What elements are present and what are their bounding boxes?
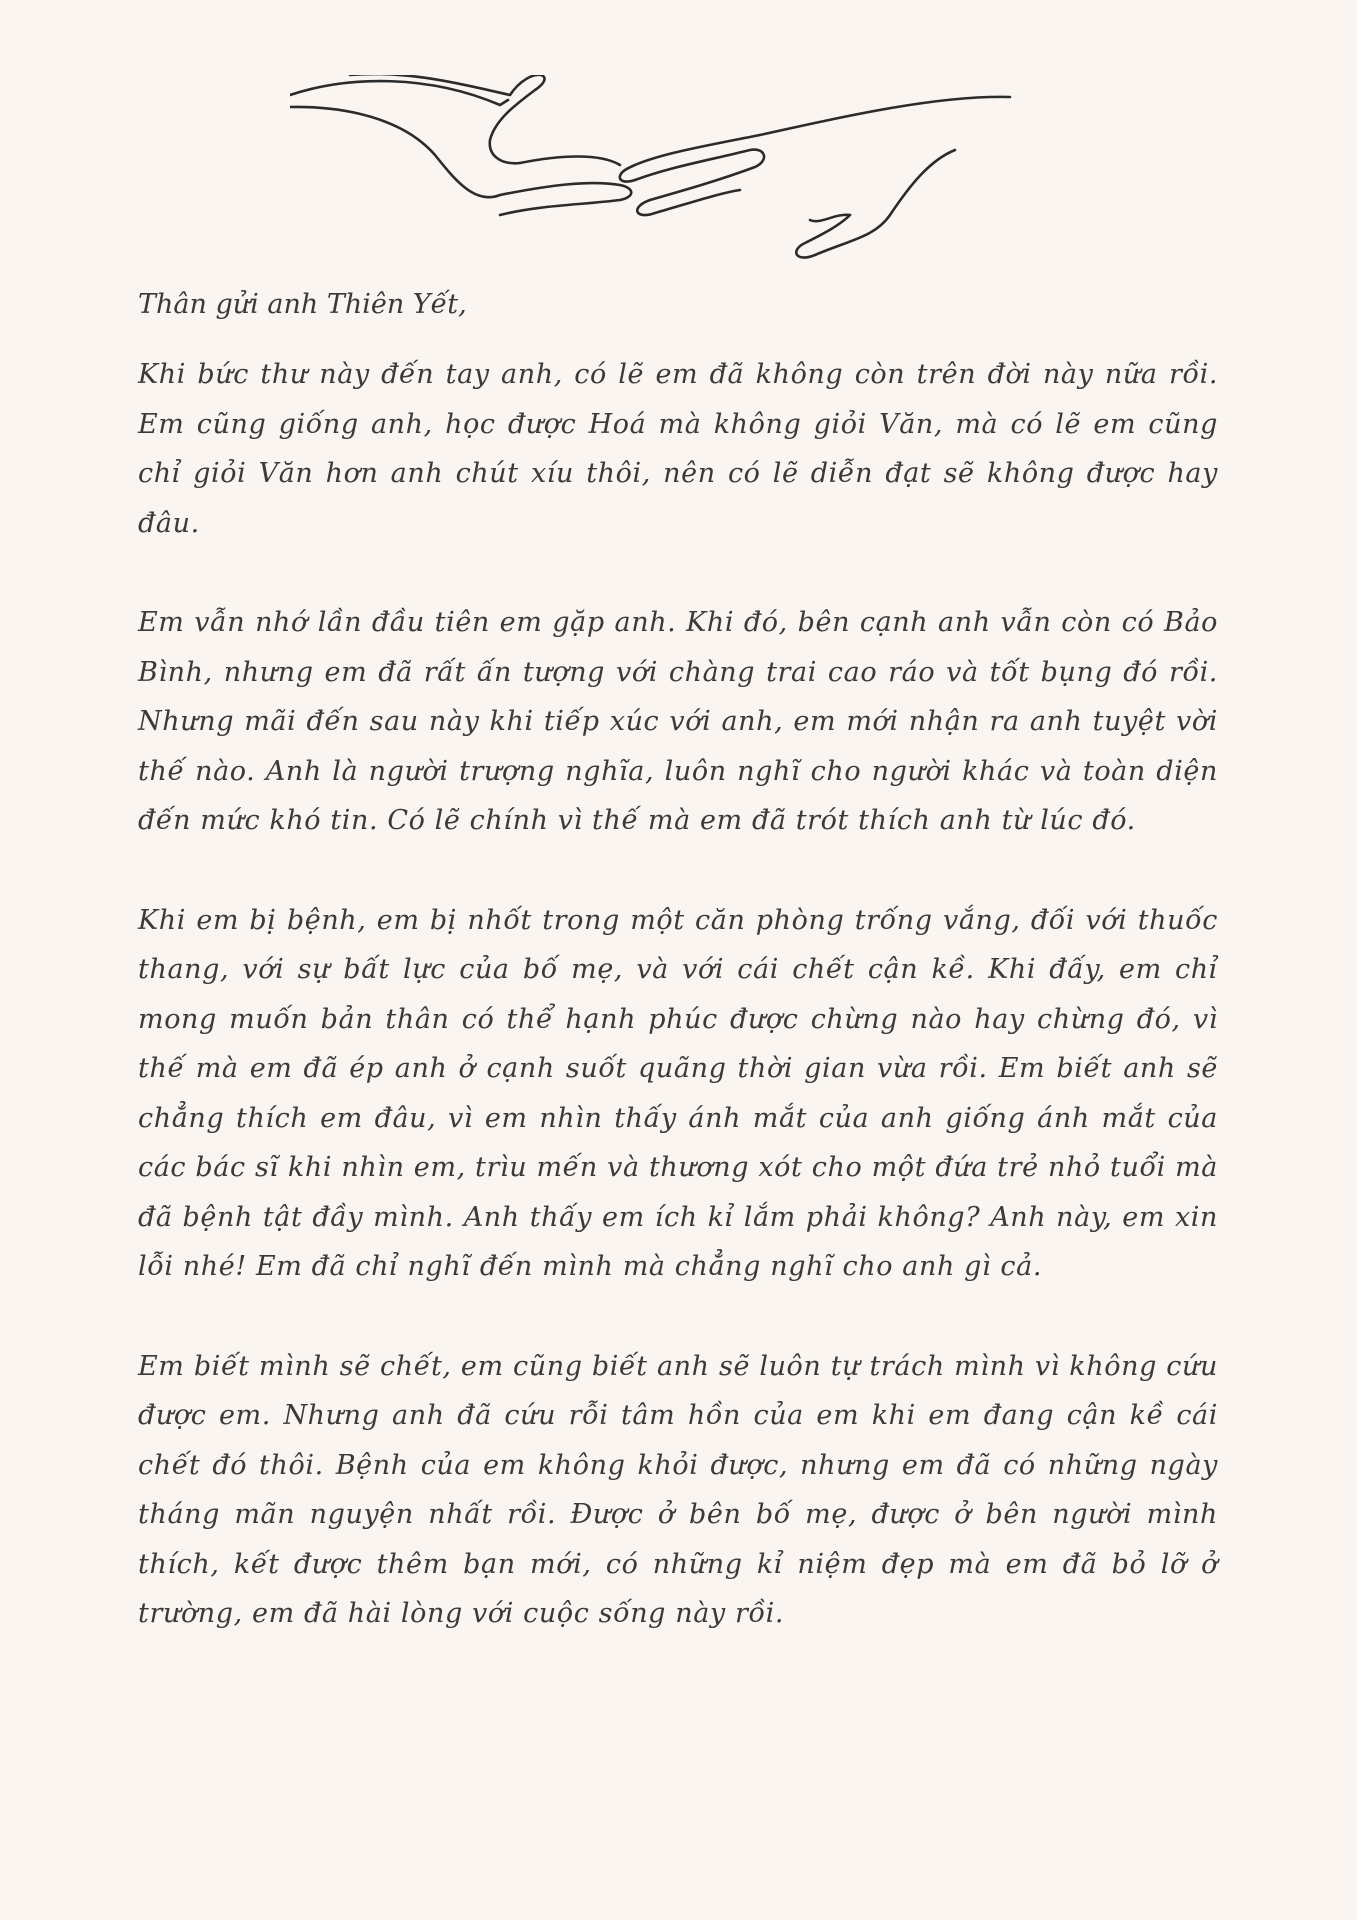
letter-paragraph: Em biết mình sẽ chết, em cũng biết anh sẽ luôn tự trách mình vì không cứu được em. Nhưng anh đã cứu rỗi tâm hồn của em khi em đang cận kề cái chết đó thôi. Bệnh của em không khỏi được, nhưng em đã có những ngày tháng mãn nguyện nhất rồi. Được ở bên bố mẹ, được ở bên người mình thích, kết được thêm bạn mới, có những kỉ niệm đẹp mà em đã bỏ lỡ ở trường, em đã hài lòng với cuộc sống này rồi. — [138, 1350, 1218, 1629]
letter-greeting: Thân gửi anh Thiên Yết, — [138, 289, 467, 320]
right-hand-arm-top — [620, 97, 1010, 182]
right-hand-thumb — [637, 190, 740, 215]
left-hand-lower — [290, 107, 631, 215]
touching-hands-illustration — [290, 75, 1070, 285]
right-hand-palm — [796, 150, 955, 258]
letter-paragraph: Em vẫn nhớ lần đầu tiên em gặp anh. Khi đó, bên cạnh anh vẫn còn có Bảo Bình, nhưng em đã rất ấn tượng với chàng trai cao ráo và tốt bụng đó rồi. Nhưng mãi đến sau này khi tiếp xúc với anh, em mới nhận ra anh tuyệt vời thế nào. Anh là người trượng nghĩa, luôn nghĩ cho người khác và toàn diện đến mức khó tin. Có lẽ chính vì thế mà em đã trót thích anh từ lúc đó. — [138, 607, 1218, 836]
left-hand-finger — [520, 157, 620, 166]
left-hand-arm-top — [290, 81, 508, 105]
letter-body — [138, 280, 1218, 1689]
letter-paragraph: Khi em bị bệnh, em bị nhốt trong một căn phòng trống vắng, đối với thuốc thang, với sự bất lực của bố mẹ, và với cái chết cận kề. Khi đấy, em chỉ mong muốn bản thân có thể hạnh phúc được chừng nào hay chừng đó, vì thế mà em đã ép anh ở cạnh suốt quãng thời gian vừa rồi. Em biết anh sẽ chẳng thích em đâu, vì em nhìn thấy ánh mắt của anh giống ánh mắt của các bác sĩ khi nhìn em, trìu mến và thương xót cho một đứa trẻ nhỏ tuổi mà đã bệnh tật đầy mình. Anh thấy em ích kỉ lắm phải không? Anh này, em xin lỗi nhé! Em đã chỉ nghĩ đến mình mà chẳng nghĩ cho anh gì cả. — [138, 904, 1218, 1282]
letter-paragraph: Khi bức thư này đến tay anh, có lẽ em đã không còn trên đời này nữa rồi. Em cũng giống anh, học được Hoá mà không giỏi Văn, mà có lẽ em cũng chỉ giỏi Văn hơn anh chút xíu thôi, nên có lẽ diễn đạt sẽ không được hay đâu. — [138, 359, 1218, 539]
